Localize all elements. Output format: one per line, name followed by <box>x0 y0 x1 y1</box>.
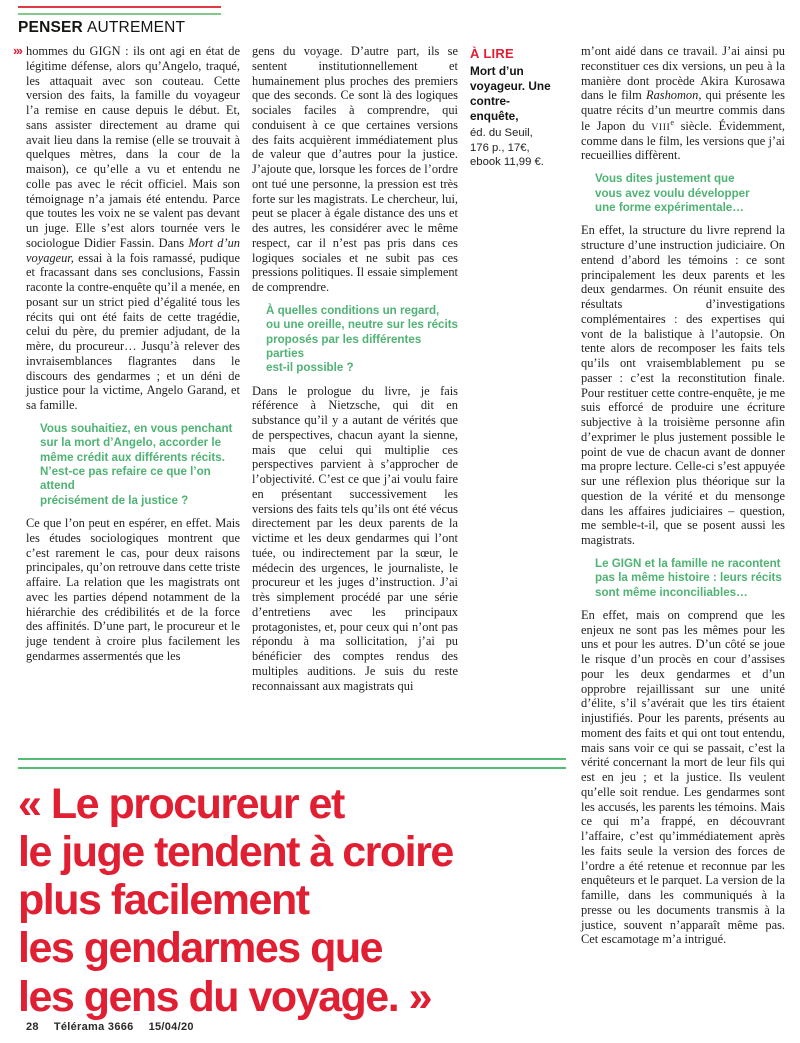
section-header <box>18 6 221 37</box>
roman-numeral: VIII <box>651 121 671 133</box>
book-details <box>470 126 556 170</box>
paragraph: En effet, mais on comprend que les enjeux ne sont pas les mêmes pour les uns et pour les autres. D’un côté se joue le risque d’un procès en cour d’assises pour les deux gendarmes et d’un opprobre rejaillissant sur une unité d’élite, s’il s’avérait que les tirs étaient injustifiés. Pour les parents, présents au moment des faits et qui ont tout entendu, mais sans voir ce qui se passait, c’est la vérité concernant la mort de leur fils qui est en jeu ; et la justice. Ils veulent qu’elle soit rendue. Les gendarmes sont les accusés, les parents les témoins. Mais ce qui m’a frappé, en découvrant l’affaire, c’est qu’immédiatement après les faits seule la version des forces de l’ordre a été retenue et reconnue par les enquêteurs et le parquet. La version de la famille, dans les communiqués à la presse ou les documents transmis à la justice, souvent n’apparaît même pas. Cet escamotage m’a intrigué. <box>581 607 785 947</box>
double-green-rule <box>18 758 566 769</box>
interview-question: Vous souhaitiez, en vous penchant sur la mort d’Angelo, accorder le même crédit aux différents récits. N’est-ce pas refaire ce que l’on attend précisément de la justice ? <box>40 421 233 507</box>
paragraph: En effet, la structure du livre reprend la structure d’une instruction judiciaire. On entend d’abord les témoins : ce sont principalement les deux parents et les deux gendarmes. On réunit ensuite des résultats d’investigations complémentaires : des expertises qui vont de la balistique à l’autopsie. On tente alors de recomposer les faits tels qu’ils ont vraisemblablement pu se passer : c’est la reconstitution finale. Pour restituer cette contre-enquête, je me suis efforcé de produire une écriture subjective à la troisième personne afin d’exprimer le plus justement possible le point de vue de chacun avant de donner ma propre lecture. Celle-ci s’est appuyée sur une réflexion plus théorique sur la question de la vérité et du mensonge dans les affaires judiciaires – question, me semble-t-il, que se posent aussi les magistrats. <box>581 223 785 548</box>
page-number: 28 <box>26 1021 39 1033</box>
section-title <box>18 19 221 37</box>
section-title-rest: AUTREMENT <box>86 19 186 36</box>
paragraph-text: m’ont aidé dans ce travail. J’ai ainsi pu reconstituer ces dix versions, un peu à la manière dont procède Akira Kurosawa dans le film <box>581 44 785 103</box>
header-red-rule <box>18 6 221 8</box>
paragraph-text: hommes du GIGN : ils ont agi en état de légitime défense, alors qu’Angelo, traqué, les attaquait avec son couteau. Cette version des faits, la famille du voyageur l’a remise en cause depuis le début. Et, sans assister directement au drame qui avait lieu dans la remise (elle se trouvait à quelques mètres, dans la cour de la maison), ce qu’elle a vu et entendu ne colle pas avec le récit officiel. Mais son témoignage n’a jamais été entendu. Parce que toutes les voix ne se valent pas devant un juge. Elle s’est alors tournée vers le sociologue Didier Fassin. Dans <box>26 44 240 250</box>
film-title-italic: Rashomon, <box>646 88 702 103</box>
magazine-issue: Télérama 3666 <box>53 1021 134 1033</box>
text-column-2 <box>252 44 458 693</box>
interview-question: Vous dites justement que vous avez voulu développer une forme expérimentale… <box>595 172 750 214</box>
book-ebook-price: ebook 11,99 €. <box>470 156 544 169</box>
text-column-3 <box>581 44 785 947</box>
paragraph: Dans le prologue du livre, je fais référence à Nietzsche, qui dit en substance qu’il y a autant de vérités que de perspectives, chacun ayant la sienne, mais que celui qui multiplie ces perspectives parvient à s’approcher de l’objectivité. C’est ce que j’ai voulu faire en présentant successivement les versions des faits tels qu’ils ont été vécus directement par les deux parents de la victime et les deux gendarmes qui l’ont tuée, ou indirectement par la sœur, le médecin des urgences, le journaliste, le procureur et les juges d’instruction. J’ai très simplement procédé par une série d’entretiens avec les principaux protagonistes, et, pour ceux qui n’ont pas répondu à ma sollicitation, j’ai pu bénéficier des comptes rendus des multiples auditions. Je suis du reste reconnaissant aux magistrats qui <box>252 383 458 693</box>
issue-date: 15/04/20 <box>148 1021 194 1033</box>
text-column-1 <box>13 44 240 664</box>
paragraph <box>26 44 240 413</box>
book-pages-price: 176 p., 17€, <box>470 141 530 154</box>
paragraph <box>581 44 785 163</box>
paragraph-text: siècle. Évidemment, comme dans le film, les versions que j’ai recueillies diffèrent. <box>581 118 785 163</box>
continuation-arrows-icon: ››› <box>13 43 22 58</box>
paragraph-text: qui présente les quatre récits d’un meurtre commis dans le Japon du <box>581 88 785 133</box>
paragraph: gens du voyage. D’autre part, ils se sentent institutionnellement et humainement plus proches des premiers que des seconds. Ce sont là des logiques sociales faciles à comprendre, qui conduisent à ce que certaines versions des faits acquièrent immédiatement plus de valeur que d’autres pour la justice. J’ajoute que, lorsque les forces de l’ordre ont tué une personne, la pression est très forte sur les magistrats. Le chercheur, lui, peut se placer à égale distance des uns et des autres, les considérer avec le même respect, car il n’est pas pris dans ces logiques sociales et ne subit pas ces pressions politiques. Il essaie simplement de comprendre. <box>252 44 458 294</box>
pull-quote-block <box>18 758 566 1021</box>
paragraph-text: essai à la fois ramassé, pudique et fracassant dans ses conclusions, Fassin raconte la contre-enquête qu’il a menée, en posant sur un strict pied d’égalité tous les récits qui ont été faits de cette tragédie, celui du père, du premier adjudant, de la mère, du procureur… Jusqu’à relever des invraisemblances flagrantes dans le discours des gendarmes ; et un déni de justice pour la victime, Angelo Garand, et sa famille. <box>26 250 240 412</box>
a-lire-label: À LIRE <box>470 46 514 61</box>
pull-quote-text: « Le procureur et le juge tendent à croire plus facilement les gendarmes que les gens du voyage. » <box>18 780 453 1021</box>
book-title-italic: Mort d’un voyageur, <box>26 235 240 265</box>
interview-question: À quelles conditions un regard, ou une oreille, neutre sur les récits proposés par les différentes parties est-il possible ? <box>266 303 459 375</box>
ordinal-superscript: e <box>670 117 674 127</box>
book-publisher: éd. du Seuil, <box>470 126 533 139</box>
interview-question: Le GIGN et la famille ne racontent pas la même histoire : leurs récits sont même inconciliables… <box>595 556 782 599</box>
paragraph: Ce que l’on peut en espérer, en effet. Mais les études sociologiques montrent que c’est rarement le cas, pour deux raisons principales, qu’on retrouve dans cette triste affaire. La relation que les magistrats ont avec les parties dépend notamment de la hiérarchie des crédibilités et de la force des affinités. D’une part, le procureur et le juge tendent à croire plus facilement les gendarmes assermentés que les <box>26 516 241 663</box>
book-title: Mort d’un voyageur. Une contre-enquête, <box>470 64 551 123</box>
book-info-box <box>470 46 556 170</box>
section-title-bold: PENSER <box>18 19 83 36</box>
page-footer <box>26 1021 194 1033</box>
header-green-rule <box>18 13 221 15</box>
